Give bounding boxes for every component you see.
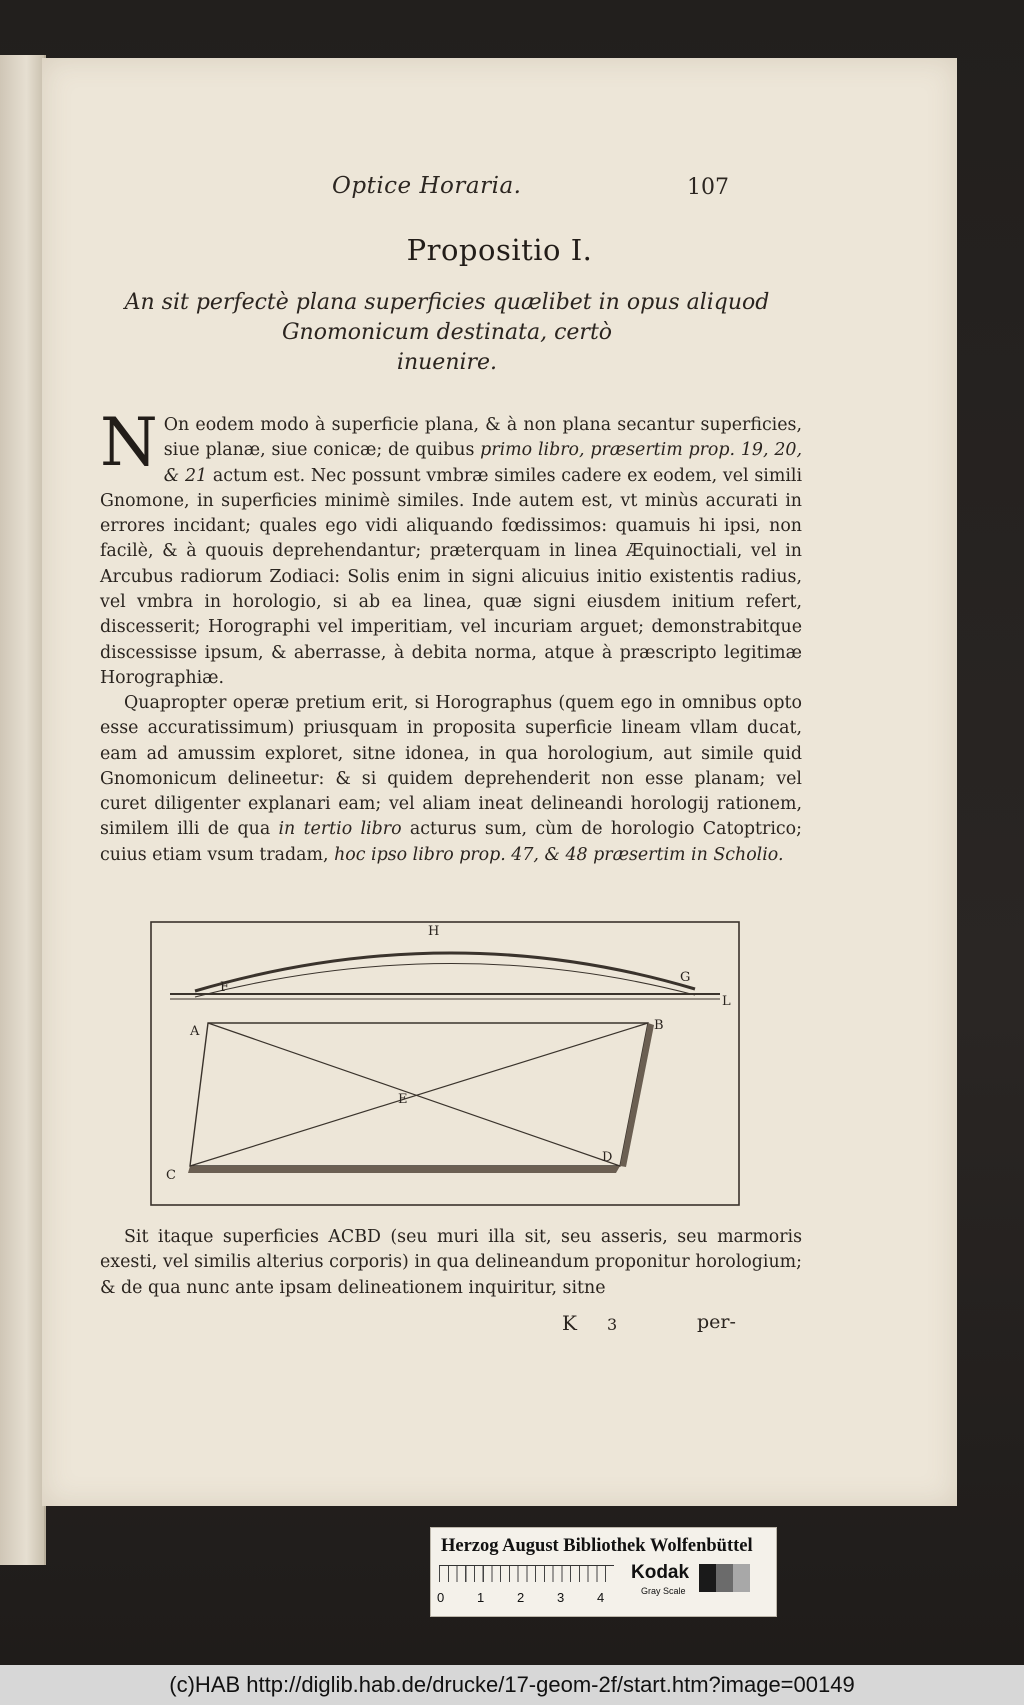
ruler-number: 1 (477, 1590, 485, 1605)
curved-ruler (195, 953, 695, 991)
gray-swatch (733, 1564, 750, 1592)
subtitle-line-3: inuenire. (396, 350, 498, 375)
label-L: L (722, 994, 731, 1009)
ruler-number: 4 (597, 1590, 605, 1605)
running-title: Optice Horaria. (332, 173, 522, 199)
label-A: A (190, 1024, 200, 1039)
figure-frame (151, 922, 739, 1205)
library-name: Herzog August Bibliothek Wolfenbüttel (441, 1536, 753, 1556)
copyright-caption: (c)HAB http://diglib.hab.de/drucke/17-geom-2f/start.htm?image=00149 (0, 1665, 1024, 1705)
gray-swatch (699, 1564, 716, 1592)
proposition-subtitle (102, 288, 792, 378)
gray-scale-label: Gray Scale (641, 1586, 686, 1596)
paragraph-1-text-b: actum est. Nec possunt vmbræ similes cadere ex eodem, vel simili Gnomone, in superficies minimè similes. Inde autem est, vt minùs accurati in errores incidant; quales ego vidi aliquando fœdissimos: quamuis hi ipsi, non facilè, & à quouis deprehendantur; præterquam in linea Æquinoctiali, vel in Arcubus radiorum Zodiaci: Solis enim in signi alicuius initio existentis radius, vel vmbra in horologio, si ab ea linea, quæ signi eiusdem initium refert, discesserit; Horographi vel imperitiam, vel incuriam arguet; demonstrabitque discessisse ipsum, & aberrasse, à debita norma, atque à præscripto legitimæ Horographiæ. (100, 465, 803, 688)
book-page (42, 58, 957, 1506)
paragraph-2-italic-a: in tertio libro (278, 819, 402, 840)
paragraph-1-italic-reference: primo libro, præsertim prop. 19, 20, & 21 (163, 440, 802, 486)
signature-number: 3 (607, 1315, 618, 1334)
ruler-numbers (437, 1590, 617, 1608)
paragraph-2 (100, 691, 802, 868)
label-B: B (654, 1018, 664, 1033)
surface-right-edge (620, 1023, 654, 1167)
ruler-number: 0 (437, 1590, 445, 1605)
gray-swatches (699, 1564, 750, 1592)
label-C: C (166, 1168, 176, 1183)
catchword: per- (697, 1311, 736, 1333)
label-H: H (428, 924, 440, 939)
paragraph-2-italic-b: hoc ipso libro prop. 47, & 48 præsertim in Scholio. (334, 844, 784, 865)
paragraph-2-text-b: acturus sum, cùm de horologio Catoptrico; cuius etiam vsum tradam, (100, 819, 802, 865)
paragraph-3: Sit itaque superficies ACBD (seu muri illa sit, seu asseris, seu marmoris exesti, vel similis alterius corporis) in qua delineandum proponitur horologium; & de qua nunc ante ipsam delineationem inquiritur, sitne (100, 1227, 802, 1298)
page-number: 107 (687, 175, 729, 200)
paragraph-1 (100, 404, 803, 691)
ruler-number: 3 (557, 1590, 565, 1605)
facing-page-edge (0, 55, 46, 1565)
label-D: D (602, 1150, 613, 1165)
label-G: G (680, 970, 691, 985)
paragraph-1-text-a: On eodem modo à superficie plana, & à non plana secantur superficies, siue planæ, siue conicæ; de quibus (163, 415, 802, 461)
label-F: F (220, 980, 230, 995)
kodak-logo: Kodak (631, 1562, 690, 1583)
subtitle-line-1: An sit perfectè plana superficies quælibet in opus aliquod (124, 290, 770, 315)
ruler-number: 2 (517, 1590, 525, 1605)
drop-cap: N (100, 404, 158, 481)
paragraph-2-text-a: Quapropter operæ pretium erit, si Horographus (quem ego in omnibus opto esse accuratissimum) priusquam in proposita superficie lineam vllam ducat, eam ad amussim exploret, sitne idonea, in qua horologium, aut simile quid Gnomonicum delineetur: & si quidem deprehenderit non esse planam; vel curet diligenter explanari eam; vel aliam ineat delineandi horologij rationem, similem illi de qua (100, 693, 802, 840)
curved-ruler-edge (195, 963, 695, 997)
proposition-heading: Propositio I. (406, 233, 593, 267)
color-calibration-strip (430, 1527, 777, 1617)
surface-bottom-edge (188, 1166, 620, 1173)
subtitle-line-2: Gnomonicum destinata, certò (281, 320, 613, 345)
diagonal-BC (190, 1023, 648, 1166)
label-E: E (398, 1092, 408, 1107)
gray-swatch (716, 1564, 733, 1592)
signature-mark: K (562, 1311, 577, 1335)
diagonal-AD (208, 1023, 620, 1166)
geometric-figure (150, 921, 740, 1206)
ruler-ticks (439, 1565, 614, 1582)
